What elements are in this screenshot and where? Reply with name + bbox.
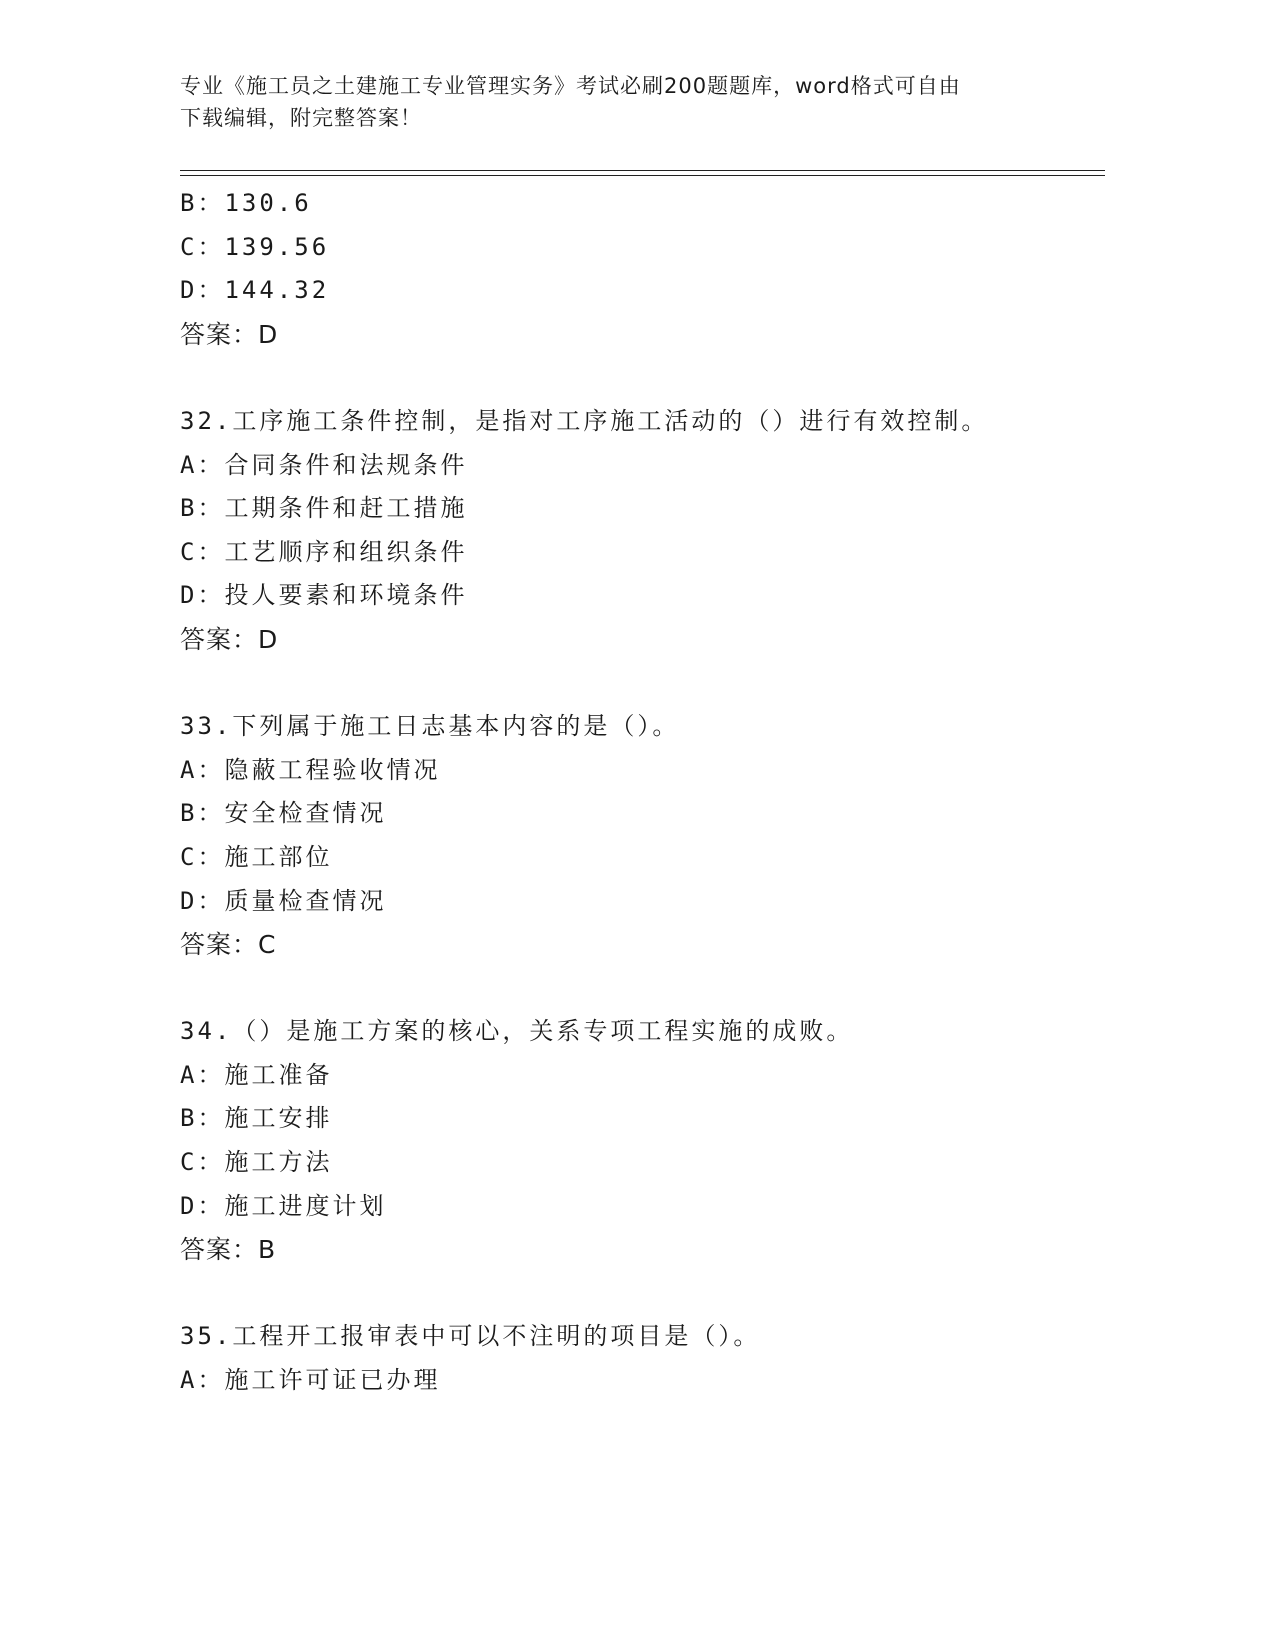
option-d: D：144.32: [180, 276, 330, 305]
option-a: A：隐蔽工程验收情况: [180, 755, 441, 784]
spacer: [180, 356, 1100, 400]
header-line-2: 下载编辑，附完整答案！: [180, 106, 422, 130]
header-divider-bottom: [180, 175, 1105, 176]
header-divider-top: [180, 170, 1105, 171]
spacer: [180, 1272, 1100, 1316]
spacer: [180, 967, 1100, 1011]
option-d: D：质量检查情况: [180, 886, 387, 915]
question-33: [180, 705, 1100, 967]
answer: 答案：B: [180, 1235, 277, 1265]
question-stem: 34.（）是施工方案的核心，关系专项工程实施的成败。: [180, 1017, 854, 1046]
option-a: A：合同条件和法规条件: [180, 450, 468, 479]
option-c: C：139.56: [180, 232, 330, 261]
answer: 答案：C: [180, 930, 277, 960]
option-c: C：施工部位: [180, 842, 333, 871]
option-a: A：施工许可证已办理: [180, 1366, 441, 1395]
question-32: [180, 400, 1100, 662]
document-header: [180, 70, 1060, 134]
question-stem: 32.工序施工条件控制，是指对工序施工活动的（）进行有效控制。: [180, 406, 989, 435]
option-b: B：工期条件和赶工措施: [180, 494, 468, 523]
option-d: D：施工进度计划: [180, 1191, 387, 1220]
question-stem: 33.下列属于施工日志基本内容的是（）。: [180, 712, 680, 741]
question-34: [180, 1010, 1100, 1272]
option-c: C：施工方法: [180, 1148, 333, 1177]
question-35: [180, 1315, 1100, 1402]
option-a: A：施工准备: [180, 1060, 333, 1089]
option-d: D：投人要素和环境条件: [180, 581, 468, 610]
answer: 答案：D: [180, 319, 279, 349]
option-c: C：工艺顺序和组织条件: [180, 537, 468, 566]
option-b: B：130.6: [180, 189, 312, 217]
option-b: B：安全检查情况: [180, 799, 387, 828]
question-31-fragment: [180, 182, 1100, 356]
option-b: B：施工安排: [180, 1104, 333, 1133]
question-stem: 35.工程开工报审表中可以不注明的项目是（）。: [180, 1322, 761, 1351]
spacer: [180, 662, 1100, 706]
header-line-1: 专业《施工员之土建施工专业管理实务》考试必刷200题题库，word格式可自由: [180, 74, 961, 98]
answer: 答案：D: [180, 624, 279, 654]
question-content: [180, 182, 1100, 1403]
